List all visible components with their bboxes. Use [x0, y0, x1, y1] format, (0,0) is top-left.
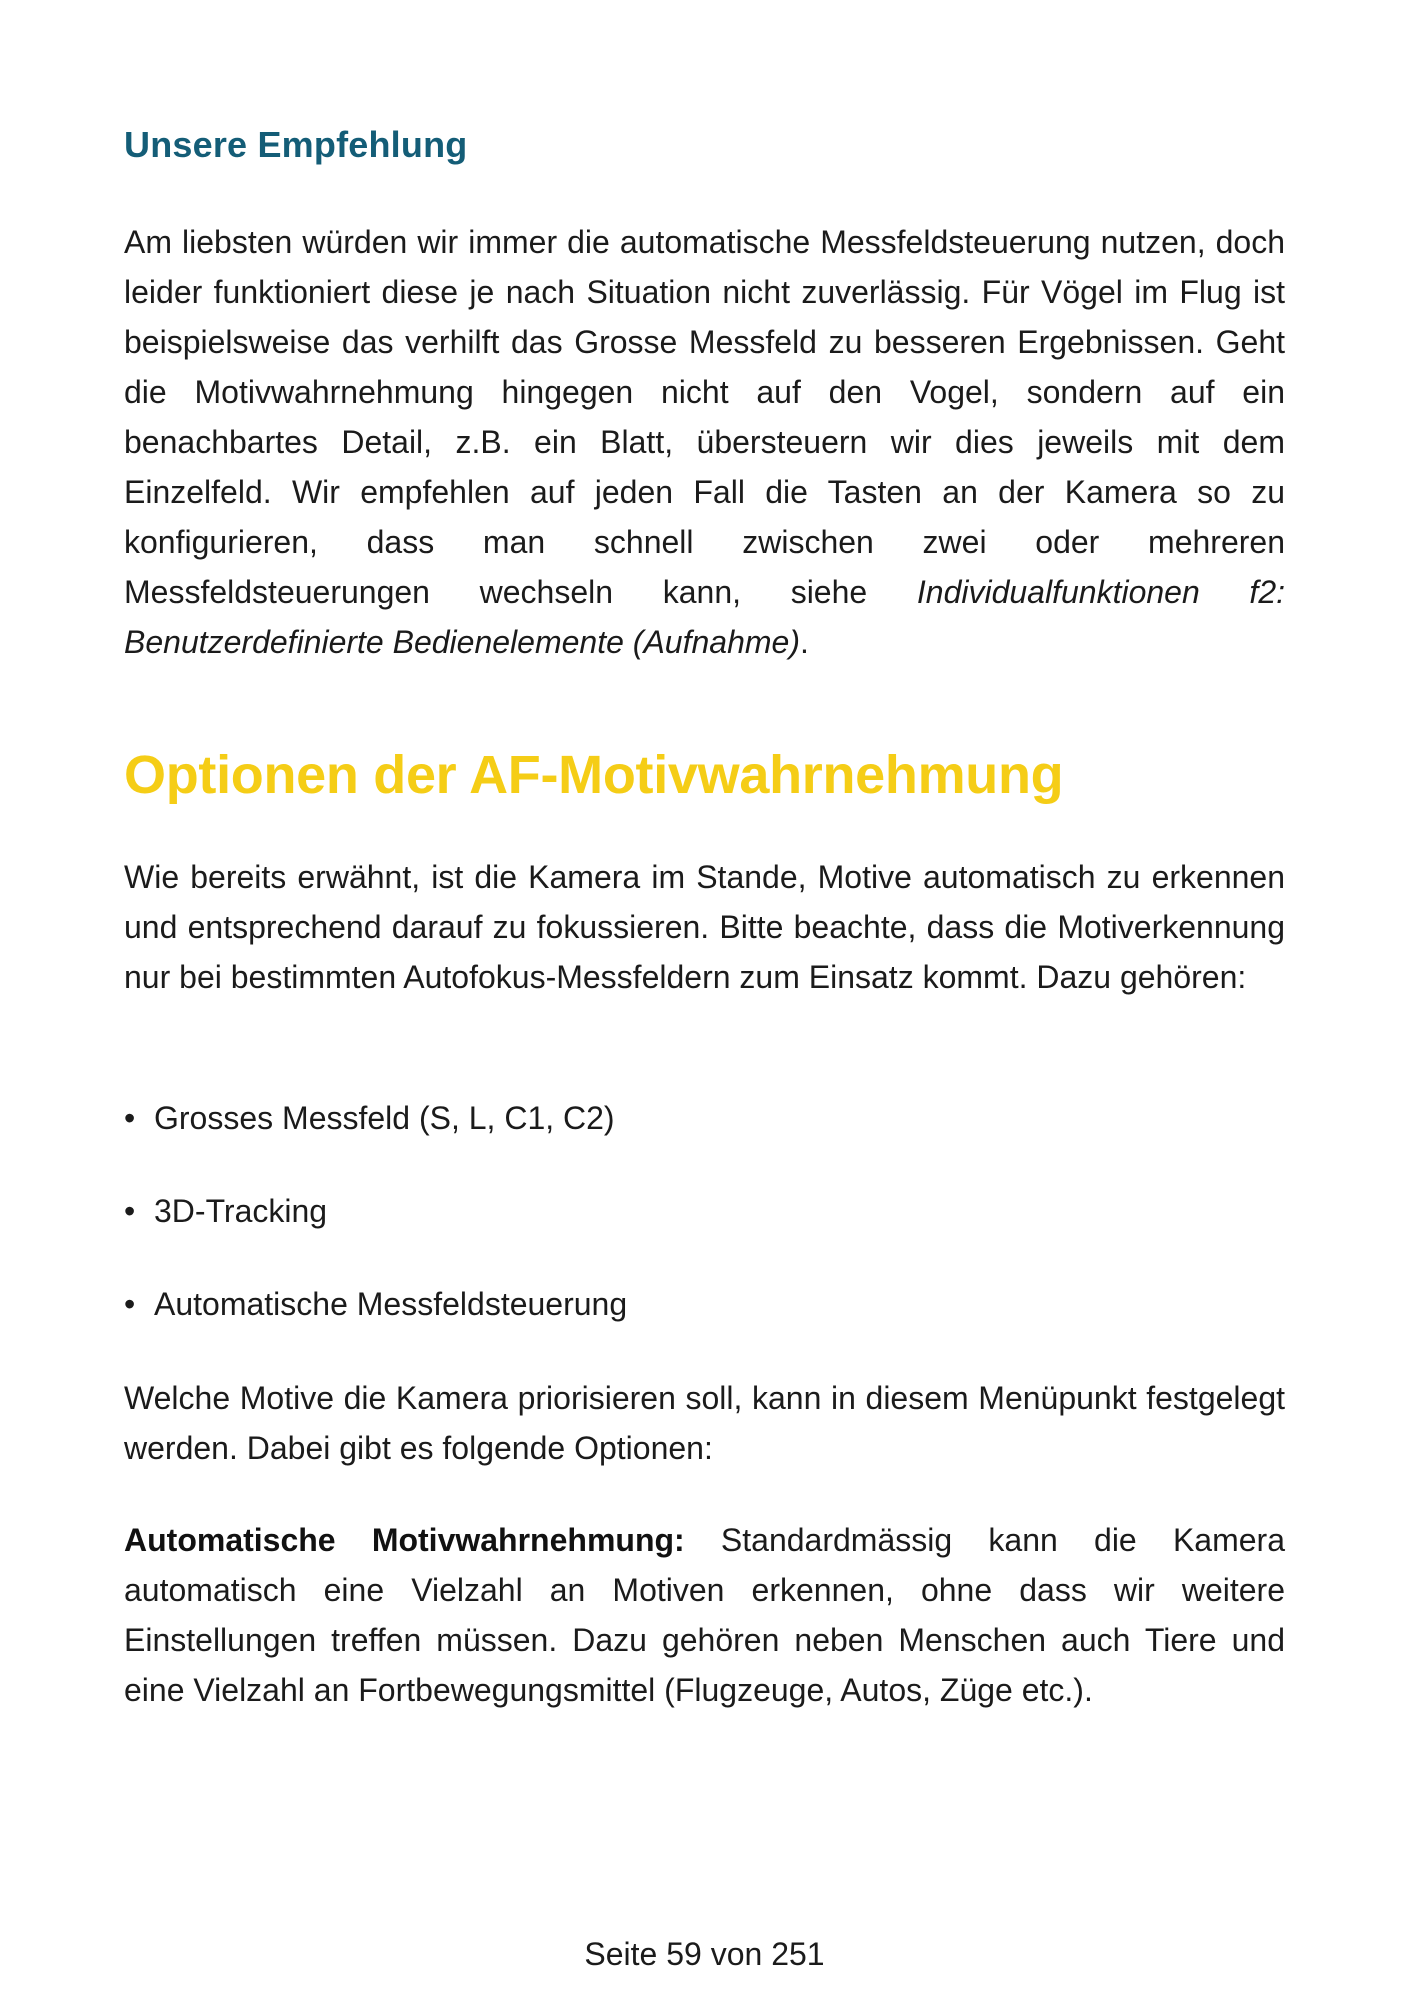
list-item: [124, 1093, 627, 1186]
section-heading: Optionen der AF-Motivwahrnehmung: [124, 745, 1064, 805]
recommendation-text: Am liebsten würden wir immer die automatische Messfeldsteuerung nutzen, doch leider funktioniert diese je nach Situation nicht zuverlässig. Für Vögel im Flug ist beispielsweise das verhilft das Grosse Messfeld zu besseren Ergebnissen. Geht die Motivwahrnehmung hingegen nicht auf den Vogel, sondern auf ein benachbartes Detail, z.B. ein Blatt, übersteuern wir dies jeweils mit dem Einzelfeld. Wir empfehlen auf jeden Fall die Tasten an der Kamera so zu konfigurieren, dass man schnell zwischen zwei oder mehreren Messfeldsteuerungen wechseln kann, siehe: [124, 224, 1285, 610]
list-item: [124, 1186, 627, 1279]
af-area-list: [124, 1093, 627, 1372]
list-item: [124, 1279, 627, 1372]
settings-reference: Individualfunktionen f2: Benutzerdefinierte Bedienelemente (Aufnahme): [124, 574, 1286, 660]
page-number: Seite 59 von 251: [584, 1936, 825, 1972]
bullet-icon: •: [124, 1193, 136, 1229]
options-intro-paragraph: Welche Motive die Kamera priorisieren soll, kann in diesem Menüpunkt festgelegt werden. Dabei gibt es folgende Optionen:: [124, 1380, 1285, 1466]
list-item-label: Grosses Messfeld (S, L, C1, C2): [154, 1100, 615, 1136]
recommendation-text-end: .: [799, 624, 809, 660]
section-intro-paragraph: Wie bereits erwähnt, ist die Kamera im Stande, Motive automatisch zu erkennen und entsprechend darauf zu fokussieren. Bitte beachte, dass die Motiverkennung nur bei bestimmten Autofokus-Messfeldern zum Einsatz kommt. Dazu gehören:: [124, 859, 1285, 995]
bullet-icon: •: [124, 1100, 136, 1136]
list-item-label: Automatische Messfeldsteuerung: [154, 1286, 628, 1322]
option-paragraph: [124, 1515, 1285, 1715]
recommendation-paragraph: [124, 217, 1285, 667]
option-term: Automatische Motivwahrnehmung:: [124, 1522, 685, 1558]
list-item-label: 3D-Tracking: [154, 1193, 328, 1229]
bullet-icon: •: [124, 1286, 136, 1322]
option-description: Standardmässig kann die Kamera automatisch eine Vielzahl an Motiven erkennen, ohne dass wir weitere Einstellungen treffen müssen. Dazu gehören neben Menschen auch Tiere und eine Vielzahl an Fortbewegungsmittel (Flugzeuge, Autos, Züge etc.).: [124, 1522, 1286, 1708]
recommendation-heading: Unsere Empfehlung: [124, 124, 468, 165]
